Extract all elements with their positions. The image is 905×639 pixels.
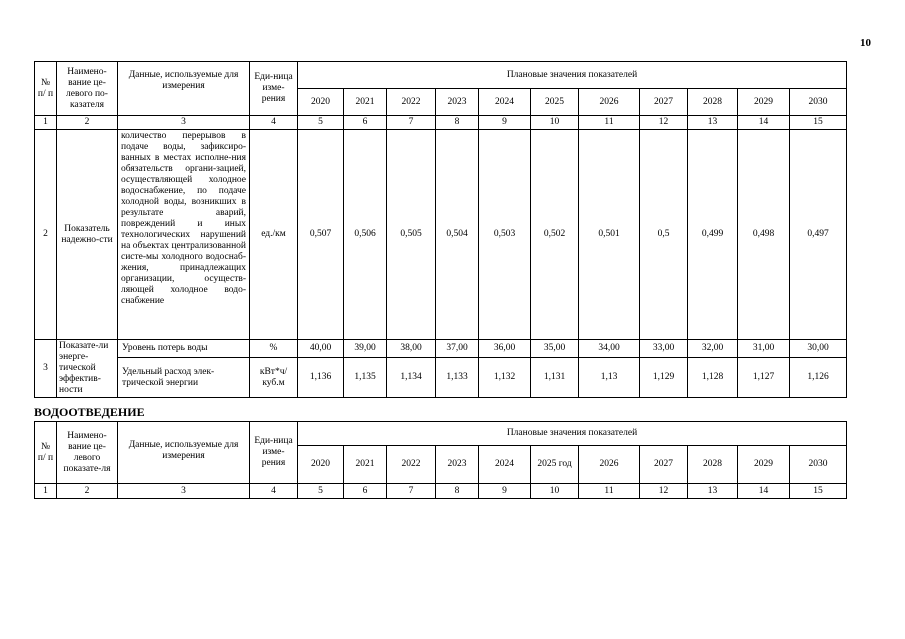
column-numbers-row <box>35 484 847 499</box>
column-number: 13 <box>688 116 738 130</box>
column-number: 5 <box>298 116 344 130</box>
value-cell: 1,134 <box>387 358 436 398</box>
unit: ед./км <box>250 130 298 340</box>
value-cell: 0,503 <box>479 130 531 340</box>
column-number: 4 <box>250 116 298 130</box>
value-cell: 1,126 <box>790 358 847 398</box>
column-number: 14 <box>738 116 790 130</box>
column-number: 12 <box>640 116 688 130</box>
year-header: 2024 <box>479 446 531 484</box>
value-cell: 40,00 <box>298 340 344 358</box>
header-planned-values: Плановые значения показателей <box>298 422 847 446</box>
year-header: 2020 <box>298 446 344 484</box>
row-num: 2 <box>35 130 57 340</box>
column-number: 10 <box>531 116 579 130</box>
value-cell: 1,136 <box>298 358 344 398</box>
year-header: 2022 <box>387 89 436 116</box>
header-unit: Еди-ница изме-рения <box>250 422 298 484</box>
unit: % <box>250 340 298 358</box>
header-measurement-data: Данные, используемые для измерения <box>118 422 250 484</box>
year-header: 2022 <box>387 446 436 484</box>
column-number: 2 <box>57 484 118 499</box>
column-number: 3 <box>118 484 250 499</box>
column-numbers-row <box>35 116 847 130</box>
table-row <box>35 358 847 398</box>
section-title: ВОДООТВЕДЕНИЕ <box>34 405 145 419</box>
column-number: 2 <box>57 116 118 130</box>
column-number: 14 <box>738 484 790 499</box>
value-cell: 1,129 <box>640 358 688 398</box>
column-number: 3 <box>118 116 250 130</box>
value-cell: 38,00 <box>387 340 436 358</box>
header-unit: Еди-ница изме-рения <box>250 62 298 116</box>
measurement-data: количество перерывов в подаче воды, зафиксиро-ванных в местах исполне-ния обязательств органи-зацией, осуществляющей холодное водоснабжение, по подаче холодной воды, возникших в результате аварий, повреждений и иных технологических нарушений на объектах централизованной систе-мы холодного водоснаб-жения, принадлежащих организации, осуществ-ляющей холодное водо-снабжение <box>118 130 250 340</box>
value-cell: 0,499 <box>688 130 738 340</box>
column-number: 5 <box>298 484 344 499</box>
year-header: 2023 <box>436 89 479 116</box>
table-row <box>35 340 847 358</box>
year-header: 2026 <box>579 89 640 116</box>
measurement-data: Уровень потерь воды <box>118 340 250 358</box>
year-header: 2029 <box>738 446 790 484</box>
water-disposal-indicators-table <box>34 421 847 499</box>
value-cell: 0,505 <box>387 130 436 340</box>
year-header: 2023 <box>436 446 479 484</box>
column-number: 12 <box>640 484 688 499</box>
header-indicator-name: Наимено-вание це-левого показате-ля <box>57 422 118 484</box>
value-cell: 1,135 <box>344 358 387 398</box>
column-number: 15 <box>790 116 847 130</box>
value-cell: 0,507 <box>298 130 344 340</box>
year-header: 2025 <box>531 89 579 116</box>
column-number: 6 <box>344 484 387 499</box>
column-number: 7 <box>387 484 436 499</box>
year-header: 2030 <box>790 89 847 116</box>
value-cell: 33,00 <box>640 340 688 358</box>
value-cell: 1,131 <box>531 358 579 398</box>
indicator-name: Показате-ли энерге-тической эффектив-ности <box>57 340 118 398</box>
value-cell: 0,502 <box>531 130 579 340</box>
value-cell: 30,00 <box>790 340 847 358</box>
year-header: 2021 <box>344 446 387 484</box>
value-cell: 31,00 <box>738 340 790 358</box>
value-cell: 35,00 <box>531 340 579 358</box>
column-number: 1 <box>35 116 57 130</box>
value-cell: 0,5 <box>640 130 688 340</box>
value-cell: 1,13 <box>579 358 640 398</box>
value-cell: 37,00 <box>436 340 479 358</box>
year-header: 2030 <box>790 446 847 484</box>
column-number: 6 <box>344 116 387 130</box>
column-number: 10 <box>531 484 579 499</box>
year-header: 2025 год <box>531 446 579 484</box>
value-cell: 1,127 <box>738 358 790 398</box>
year-header: 2029 <box>738 89 790 116</box>
value-cell: 1,128 <box>688 358 738 398</box>
value-cell: 0,501 <box>579 130 640 340</box>
value-cell: 0,506 <box>344 130 387 340</box>
value-cell: 0,497 <box>790 130 847 340</box>
year-header: 2028 <box>688 89 738 116</box>
year-header: 2027 <box>640 89 688 116</box>
value-cell: 0,498 <box>738 130 790 340</box>
row-num: 3 <box>35 340 57 398</box>
column-number: 11 <box>579 484 640 499</box>
column-number: 8 <box>436 484 479 499</box>
year-header: 2021 <box>344 89 387 116</box>
column-number: 8 <box>436 116 479 130</box>
column-number: 7 <box>387 116 436 130</box>
column-number: 1 <box>35 484 57 499</box>
column-number: 13 <box>688 484 738 499</box>
header-measurement-data: Данные, используемые для измерения <box>118 62 250 116</box>
value-cell: 1,132 <box>479 358 531 398</box>
value-cell: 34,00 <box>579 340 640 358</box>
year-header: 2020 <box>298 89 344 116</box>
value-cell: 0,504 <box>436 130 479 340</box>
year-header: 2024 <box>479 89 531 116</box>
year-header: 2026 <box>579 446 640 484</box>
table-row <box>35 130 847 340</box>
column-number: 9 <box>479 484 531 499</box>
value-cell: 1,133 <box>436 358 479 398</box>
column-number: 9 <box>479 116 531 130</box>
header-indicator-name: Наимено-вание це-левого по-казателя <box>57 62 118 116</box>
column-number: 11 <box>579 116 640 130</box>
header-planned-values: Плановые значения показателей <box>298 62 847 89</box>
unit: кВт*ч/ куб.м <box>250 358 298 398</box>
value-cell: 32,00 <box>688 340 738 358</box>
value-cell: 39,00 <box>344 340 387 358</box>
page-number: 10 <box>860 37 871 49</box>
value-cell: 36,00 <box>479 340 531 358</box>
water-supply-indicators-table <box>34 61 847 398</box>
column-number: 15 <box>790 484 847 499</box>
year-header: 2027 <box>640 446 688 484</box>
column-number: 4 <box>250 484 298 499</box>
year-header: 2028 <box>688 446 738 484</box>
header-num: № п/ п <box>35 422 57 484</box>
header-num: № п/ п <box>35 62 57 116</box>
indicator-name: Показатель надежно-сти <box>57 130 118 340</box>
measurement-data: Удельный расход элек-трической энергии <box>118 358 250 398</box>
